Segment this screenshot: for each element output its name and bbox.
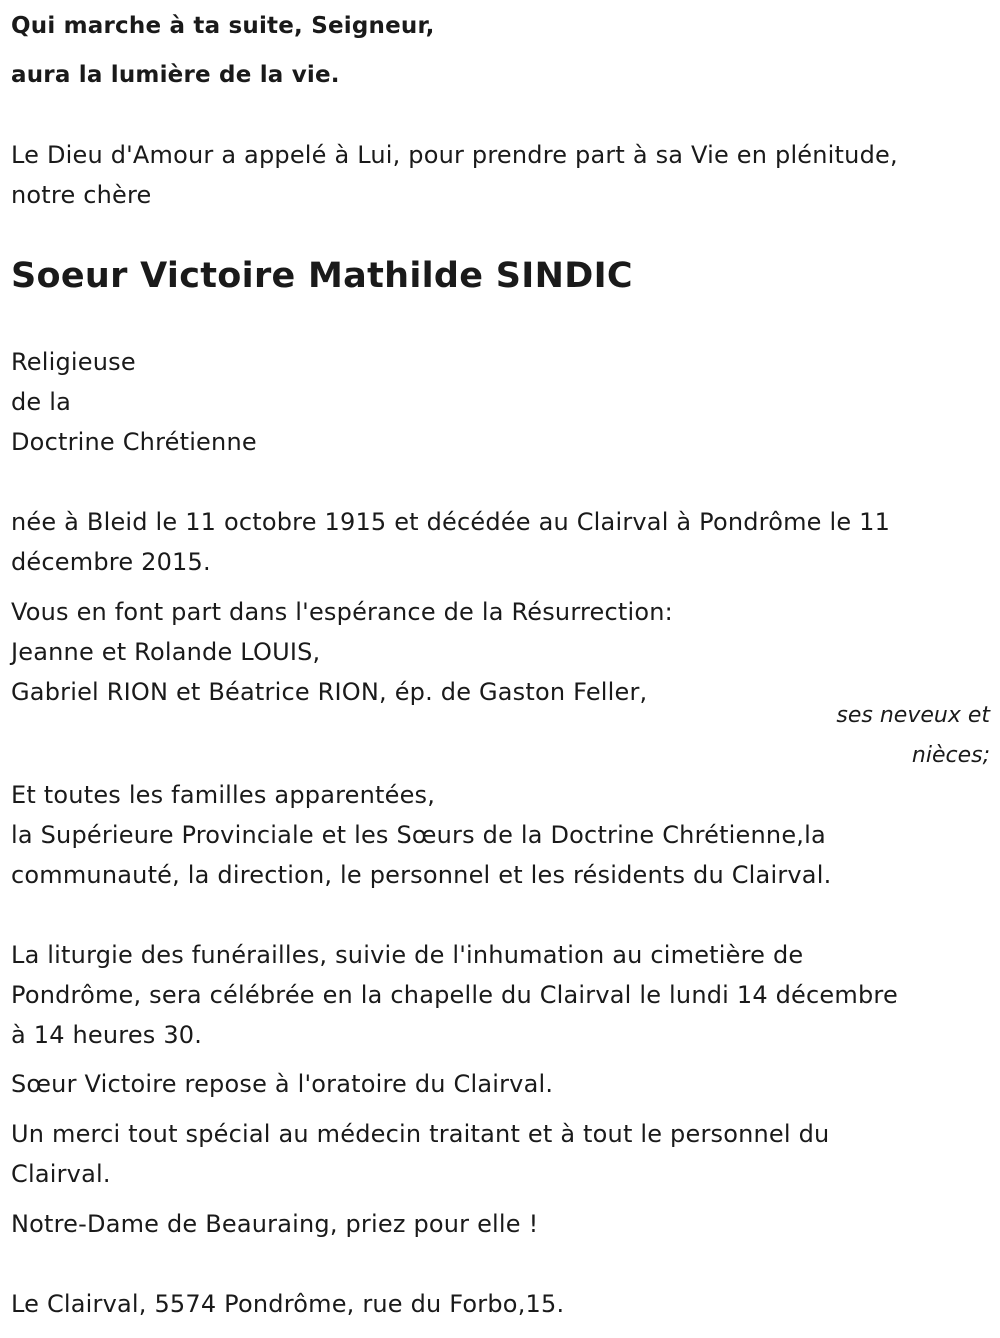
role-line-2: de la [11, 388, 72, 416]
verse-line-1: Qui marche à ta suite, Seigneur, [11, 13, 435, 39]
funeral-line-2: Pondrôme, sera célébrée en la chapelle du Clairval le lundi 14 décembre [11, 981, 898, 1009]
announcers-line-2: Gabriel RION et Béatrice RION, ép. de Gaston Feller, [11, 678, 648, 706]
announcers-intro: Vous en font part dans l'espérance de la Résurrection: [11, 598, 673, 626]
intro-line-2: notre chère [11, 181, 152, 209]
relation-line-2: nièces; [911, 743, 990, 768]
role-line-1: Religieuse [11, 348, 136, 376]
deceased-name: Soeur Victoire Mathilde SINDIC [11, 256, 633, 296]
intro-line-1: Le Dieu d'Amour a appelé à Lui, pour prendre part à sa Vie en plénitude, [11, 141, 898, 169]
thanks-line-1: Un merci tout spécial au médecin traitant et à tout le personnel du [11, 1120, 830, 1148]
funeral-line-1: La liturgie des funérailles, suivie de l'inhumation au cimetière de [11, 941, 804, 969]
prayer: Notre-Dame de Beauraing, priez pour elle ! [11, 1210, 539, 1238]
dates-line-1: née à Bleid le 11 octobre 1915 et décédée au Clairval à Pondrôme le 11 [11, 508, 891, 536]
relation-line-1: ses neveux et [836, 703, 990, 728]
thanks-line-2: Clairval. [11, 1160, 111, 1188]
families-line-2: la Supérieure Provinciale et les Sœurs de la Doctrine Chrétienne,la [11, 821, 826, 849]
verse-line-2: aura la lumière de la vie. [11, 62, 340, 88]
families-line-1: Et toutes les familles apparentées, [11, 781, 436, 809]
funeral-line-3: à 14 heures 30. [11, 1021, 203, 1049]
rest-location: Sœur Victoire repose à l'oratoire du Clairval. [11, 1070, 554, 1098]
families-line-3: communauté, la direction, le personnel et les résidents du Clairval. [11, 861, 832, 889]
dates-line-2: décembre 2015. [11, 548, 211, 576]
address: Le Clairval, 5574 Pondrôme, rue du Forbo,15. [11, 1290, 565, 1318]
role-line-3: Doctrine Chrétienne [11, 428, 257, 456]
announcers-line-1: Jeanne et Rolande LOUIS, [11, 638, 321, 666]
